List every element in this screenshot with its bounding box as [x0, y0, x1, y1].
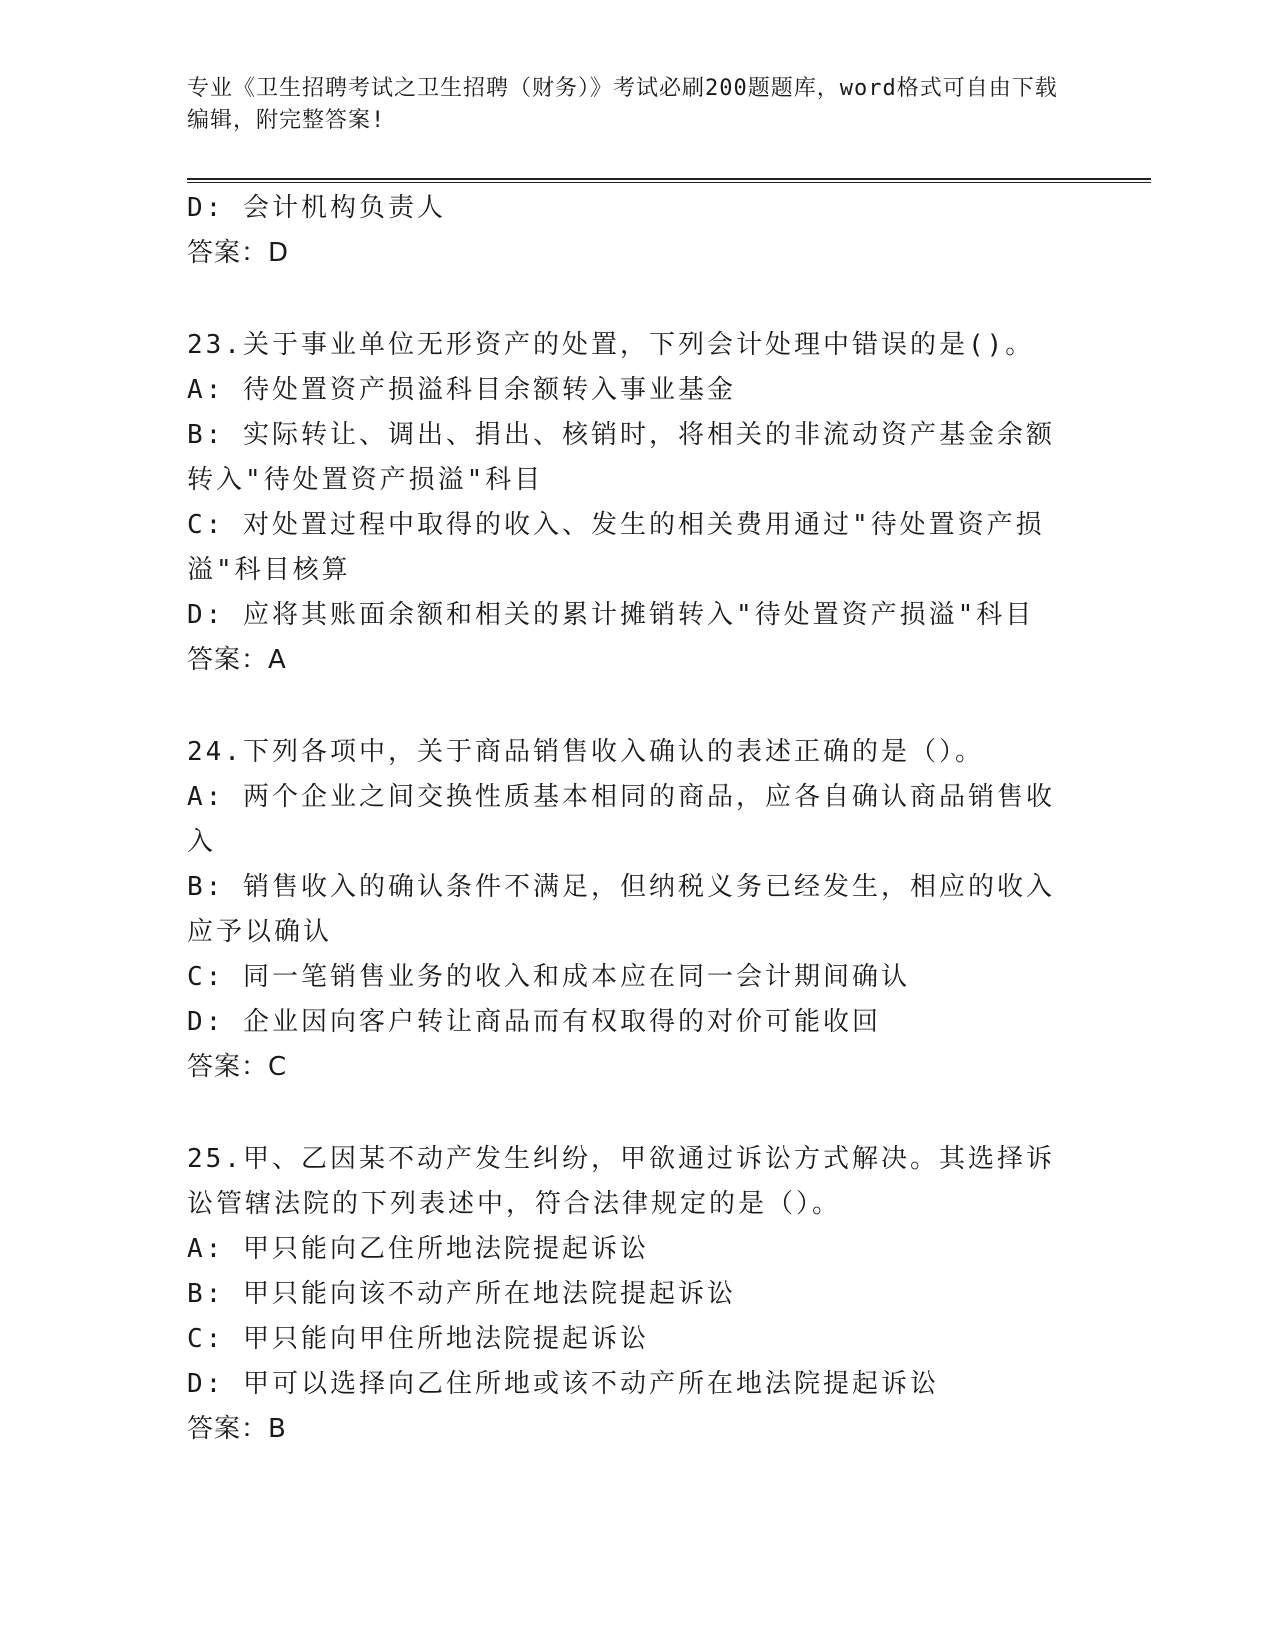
- option-b: B: 甲只能向该不动产所在地法院提起诉讼: [187, 1279, 736, 1309]
- question-content: [187, 186, 1072, 1452]
- prev-answer: 答案：D: [187, 238, 290, 268]
- question-stem: 23.关于事业单位无形资产的处置，下列会计处理中错误的是()。: [187, 330, 1035, 360]
- question-stem: 25.甲、乙因某不动产发生纠纷，甲欲通过诉讼方式解决。其选择诉讼管辖法院的下列表述中，符合法律规定的是（）。: [187, 1144, 1055, 1219]
- question-23: [187, 323, 1072, 683]
- answer: 答案：B: [187, 1414, 287, 1444]
- page-header: 专业《卫生招聘考试之卫生招聘（财务）》考试必刷200题题库，word格式可自由下载编辑，附完整答案!: [187, 76, 1058, 133]
- option-b: B: 实际转让、调出、捐出、核销时，将相关的非流动资产基金余额转入"待处置资产损溢"科目: [187, 420, 1055, 495]
- option-c: C: 甲只能向甲住所地法院提起诉讼: [187, 1324, 649, 1354]
- spacer: [187, 1090, 1072, 1137]
- question-25: [187, 1137, 1072, 1452]
- option-a: A: 甲只能向乙住所地法院提起诉讼: [187, 1234, 649, 1264]
- option-a: A: 待处置资产损溢科目余额转入事业基金: [187, 375, 736, 405]
- option-a: A: 两个企业之间交换性质基本相同的商品，应各自确认商品销售收入: [187, 782, 1055, 857]
- prev-option-d: D: 会计机构负责人: [187, 193, 446, 223]
- answer: 答案：A: [187, 645, 287, 675]
- spacer: [187, 683, 1072, 730]
- option-d: D: 甲可以选择向乙住所地或该不动产所在地法院提起诉讼: [187, 1369, 939, 1399]
- option-c: C: 同一笔销售业务的收入和成本应在同一会计期间确认: [187, 962, 910, 992]
- header-divider: [187, 178, 1151, 183]
- option-b: B: 销售收入的确认条件不满足，但纳税义务已经发生，相应的收入应予以确认: [187, 872, 1055, 947]
- option-c: C: 对处置过程中取得的收入、发生的相关费用通过"待处置资产损溢"科目核算: [187, 510, 1045, 585]
- option-d: D: 应将其账面余额和相关的累计摊销转入"待处置资产损溢"科目: [187, 600, 1035, 630]
- question-stem: 24.下列各项中，关于商品销售收入确认的表述正确的是（）。: [187, 737, 984, 767]
- option-d: D: 企业因向客户转让商品而有权取得的对价可能收回: [187, 1007, 881, 1037]
- answer: 答案：C: [187, 1052, 288, 1082]
- question-24: [187, 730, 1072, 1090]
- spacer: [187, 276, 1072, 323]
